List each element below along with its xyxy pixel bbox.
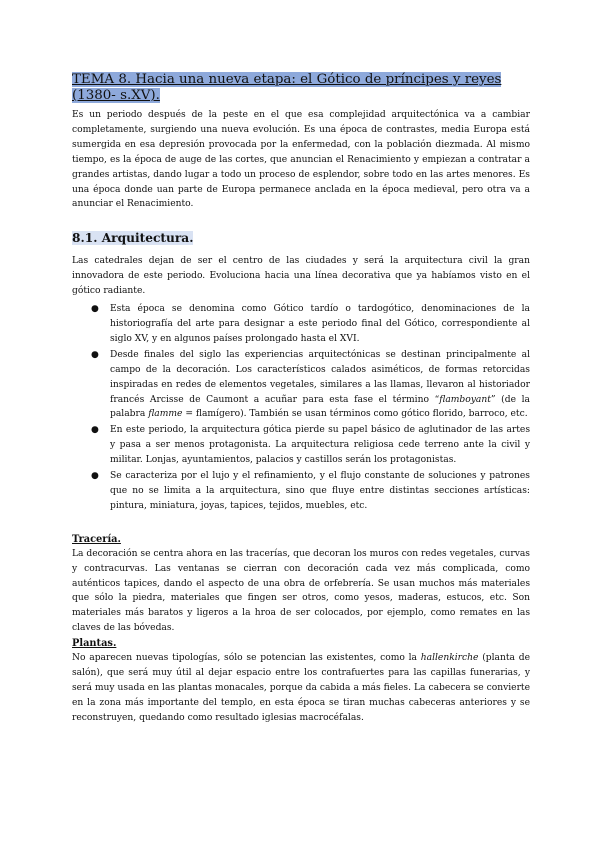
plantas-paragraph xyxy=(72,651,530,726)
bullet-icon: ● xyxy=(91,471,99,482)
tracerias-paragraph: La decoración se centra ahora en las tracerías, que decoran los muros con redes vegetales, curvas y contracurvas. Las ventanas se cierran con decoración cada vez más complicada, como auténticos tapices, dando el aspecto de una obra de orfebrería. Se usan muchos más materiales que sólo la piedra, materiales que fingen ser otros, como yesos, maderas, estucos, etc. Son materiales más baratos y ligeros a la hroa de ser colocados, por ejemplo, como remates en las claves de las bóvedas. xyxy=(72,548,530,634)
section-heading-text: 8.1. Arquitectura. xyxy=(72,231,194,246)
list-item-text: Se caracteriza por el lujo y el refinamiento, y el flujo constante de soluciones y patrones que no se limita a la arquitectura, sino que fluye entre distintas secciones artísticas: pintura, miniatura, joyas, tapices, tejidos, muebles, etc. xyxy=(110,471,530,511)
term-hallenkirche: hallenkirche xyxy=(420,653,479,664)
plantas-text: (planta de salón), que será muy útil al dejar espacio entre los contrafuertes para las capillas funerarias, y será muy usada en las plantas monacales, porque da cabida a más fieles. La cabecera se convierte en la zona más importante del templo, en esta época se tiran muchas cabeceras anteriores y se reconstruyen, quedando como resultado iglesias macrocéfalas. xyxy=(72,653,530,723)
bullet-icon: ● xyxy=(91,425,99,436)
list-item-text: = flamígero). También se usan términos como gótico florido, barroco, etc. xyxy=(182,409,528,420)
list-item-text: ” (de la palabra xyxy=(110,394,530,420)
bullet-list xyxy=(72,302,530,514)
tracerias-heading: Tracería. xyxy=(72,533,121,545)
list-item-text: Esta época se denomina como Gótico tardío o tardogótico, denominaciones de la historiografía del arte para designar a este periodo final del Gótico, correspondiente al siglo XV, y en algunos países prolongado hasta el XVI. xyxy=(110,304,530,344)
section-heading xyxy=(72,231,530,245)
bullet-icon: ● xyxy=(91,304,99,315)
list-item-text: En este periodo, la arquitectura gótica pierde su papel básico de aglutinador de las artes y pasa a ser menos protagonista. La arquitectura religiosa cede terreno ante la civil y militar. Lonjas, ayuntamientos, palacios y castillos serán los protagonistas. xyxy=(110,425,530,466)
plantas-heading: Plantas. xyxy=(72,638,117,650)
term-flamboyant: flamboyant xyxy=(439,394,491,405)
list-item xyxy=(91,302,530,347)
list-item xyxy=(91,348,530,423)
document-page xyxy=(72,72,530,726)
bullet-icon: ● xyxy=(91,349,99,360)
list-item xyxy=(91,423,530,468)
page-title xyxy=(72,72,530,104)
list-item-text: Desde finales del siglo las experiencias arquitectónicas se destinan principalmente al campo de la decoración. Los característicos calados asiméticos, de formas retorcidas inspiradas en redes de elementos vegetales, similares a las llamas, llevaron al historiador francés Arcisse de Caumont a acuñar para esta fase el término “ xyxy=(110,349,530,405)
section-intro-paragraph: Las catedrales dejan de ser el centro de las ciudades y será la arquitectura civil la gran innovadora de este periodo. Evoluciona hacia una línea decorativa que ya habíamos visto en el gótico radiante. xyxy=(72,256,530,297)
plantas-text: No aparecen nuevas tipologías, sólo se potencian las existentes, como la xyxy=(72,653,421,664)
title-line-1: TEMA 8. Hacia una nueva etapa: el Gótico de príncipes y reyes xyxy=(72,72,502,87)
intro-paragraph: Es un periodo después de la peste en el que esa complejidad arquitectónica va a cambiar completamente, surgiendo una nueva evolución. Es una época de contrastes, media Europa está sumergida en esa depresión provocada por la enfermedad, con la población diezmada. Al mismo tiempo, es la época de auge de las cortes, que anuncian el Renacimiento y empiezan a contratar a grandes artistas, dando lugar a todo un proceso de esplendor, sobre todo en las artes menores. Es una época donde uan parte de Europa permanece anclada en la época medieval, pero otra va a anunciar el Renacimiento. xyxy=(72,110,530,210)
title-line-2: (1380- s.XV). xyxy=(72,88,160,103)
list-item xyxy=(91,469,530,514)
term-flamme: flamme xyxy=(148,409,183,420)
